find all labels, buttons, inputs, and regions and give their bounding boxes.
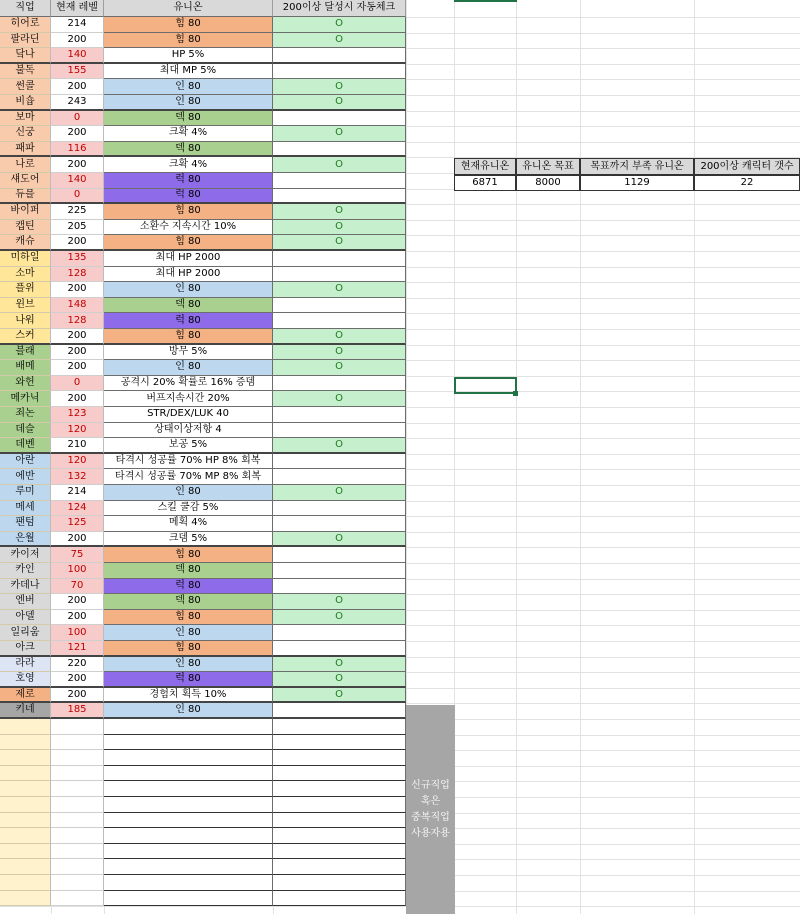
selected-cell[interactable] [454,377,517,394]
job-cell[interactable]: 카인 [0,563,51,579]
check-cell[interactable]: O [273,220,406,236]
check-cell[interactable] [273,298,406,314]
gridline-vertical [580,0,581,914]
gridline-vertical [516,0,517,914]
job-cell[interactable]: 팬텀 [0,516,51,532]
job-cell[interactable]: 섀도어 [0,173,51,189]
union-cell[interactable]: 힘 80 [104,641,273,657]
job-cell[interactable]: 루미 [0,485,51,501]
level-cell[interactable]: 200 [51,33,104,49]
empty-check-cell[interactable] [273,875,406,891]
union-cell[interactable]: 인 80 [104,79,273,95]
check-cell[interactable] [273,547,406,563]
job-cell[interactable]: 죄논 [0,407,51,423]
empty-check-cell[interactable] [273,766,406,782]
level-cell[interactable]: 123 [51,407,104,423]
level-cell[interactable]: 200 [51,126,104,142]
summary-value[interactable]: 6871 [454,175,516,191]
empty-job-cell[interactable] [0,875,51,891]
level-cell[interactable]: 214 [51,17,104,33]
union-cell[interactable]: STR/DEX/LUK 40 [104,407,273,423]
empty-check-cell[interactable] [273,735,406,751]
check-cell[interactable]: O [273,360,406,376]
check-cell[interactable]: O [273,95,406,111]
level-cell[interactable]: 116 [51,142,104,158]
check-cell[interactable]: O [273,688,406,704]
level-cell[interactable]: 100 [51,625,104,641]
level-cell[interactable]: 200 [51,329,104,345]
empty-union-cell[interactable] [104,781,273,797]
empty-union-cell[interactable] [104,891,273,907]
new-job-note[interactable] [406,705,455,914]
check-cell[interactable] [273,516,406,532]
empty-check-cell[interactable] [273,828,406,844]
check-cell[interactable]: O [273,594,406,610]
job-cell[interactable]: 윈브 [0,298,51,314]
job-cell[interactable]: 카이저 [0,547,51,563]
summary-value[interactable]: 22 [694,175,800,191]
union-cell[interactable]: 크뎀 5% [104,532,273,548]
empty-level-cell[interactable] [51,859,104,875]
check-cell[interactable]: O [273,17,406,33]
union-cell[interactable]: 럭 80 [104,313,273,329]
empty-job-cell[interactable] [0,766,51,782]
job-cell[interactable]: 나로 [0,157,51,173]
check-cell[interactable] [273,579,406,595]
gridline-vertical [694,0,695,914]
check-cell[interactable]: O [273,79,406,95]
union-cell[interactable]: 공격시 20% 확률로 16% 증뎀 [104,376,273,392]
union-cell[interactable]: HP 5% [104,48,273,64]
empty-union-cell[interactable] [104,844,273,860]
empty-check-cell[interactable] [273,859,406,875]
level-cell[interactable]: 124 [51,501,104,517]
empty-level-cell[interactable] [51,735,104,751]
union-cell[interactable]: 상태이상저항 4 [104,423,273,439]
summary-header[interactable]: 현재유니온 [454,158,516,175]
empty-job-cell[interactable] [0,859,51,875]
union-cell[interactable]: 인 80 [104,485,273,501]
empty-level-cell[interactable] [51,828,104,844]
level-cell[interactable]: 100 [51,563,104,579]
empty-job-cell[interactable] [0,719,51,735]
check-cell[interactable] [273,48,406,64]
header-job[interactable]: 직업 [0,0,51,17]
union-cell[interactable]: 크확 4% [104,126,273,142]
job-cell[interactable]: 소마 [0,267,51,283]
union-cell[interactable]: 최대 MP 5% [104,64,273,80]
header-level[interactable]: 현재 레벨 [51,0,104,17]
check-cell[interactable] [273,267,406,283]
level-cell[interactable]: 200 [51,594,104,610]
check-cell[interactable] [273,142,406,158]
check-cell[interactable] [273,313,406,329]
job-cell[interactable]: 메세 [0,501,51,517]
union-cell[interactable]: 힘 80 [104,33,273,49]
job-cell[interactable]: 아란 [0,454,51,470]
job-cell[interactable]: 엔버 [0,594,51,610]
level-cell[interactable]: 120 [51,423,104,439]
level-cell[interactable]: 125 [51,516,104,532]
union-cell[interactable]: 인 80 [104,625,273,641]
job-cell[interactable]: 신궁 [0,126,51,142]
job-cell[interactable]: 캡틴 [0,220,51,236]
check-cell[interactable] [273,407,406,423]
summary-value[interactable]: 1129 [580,175,694,191]
summary-value[interactable]: 8000 [516,175,580,191]
empty-union-cell[interactable] [104,750,273,766]
fill-handle[interactable] [513,391,518,396]
job-cell[interactable]: 히어로 [0,17,51,33]
union-cell[interactable]: 럭 80 [104,672,273,688]
level-cell[interactable]: 214 [51,485,104,501]
job-cell[interactable]: 패파 [0,142,51,158]
check-cell[interactable] [273,251,406,267]
union-cell[interactable]: 최대 HP 2000 [104,267,273,283]
empty-level-cell[interactable] [51,813,104,829]
level-cell[interactable]: 200 [51,345,104,361]
empty-union-cell[interactable] [104,828,273,844]
union-cell[interactable]: 럭 80 [104,173,273,189]
empty-check-cell[interactable] [273,844,406,860]
empty-union-cell[interactable] [104,797,273,813]
header-union[interactable]: 유니온 [104,0,273,17]
level-cell[interactable]: 210 [51,438,104,454]
check-cell[interactable] [273,501,406,517]
union-cell[interactable]: 럭 80 [104,579,273,595]
job-cell[interactable]: 에반 [0,469,51,485]
empty-check-cell[interactable] [273,781,406,797]
empty-level-cell[interactable] [51,719,104,735]
job-cell[interactable]: 키네 [0,703,51,719]
level-cell[interactable]: 200 [51,79,104,95]
check-cell[interactable] [273,625,406,641]
level-cell[interactable]: 140 [51,173,104,189]
empty-union-cell[interactable] [104,813,273,829]
union-cell[interactable]: 소환수 지속시간 10% [104,220,273,236]
level-cell[interactable]: 0 [51,376,104,392]
job-cell[interactable]: 바이퍼 [0,204,51,220]
job-cell[interactable]: 닼나 [0,48,51,64]
check-cell[interactable]: O [273,126,406,142]
job-cell[interactable]: 플위 [0,282,51,298]
union-cell[interactable]: 힘 80 [104,329,273,345]
check-cell[interactable]: O [273,282,406,298]
check-cell[interactable]: O [273,485,406,501]
union-cell[interactable]: 인 80 [104,657,273,673]
level-cell[interactable]: 121 [51,641,104,657]
level-cell[interactable]: 155 [51,64,104,80]
union-cell[interactable]: 덱 80 [104,111,273,127]
job-cell[interactable]: 데벤 [0,438,51,454]
job-cell[interactable]: 듀블 [0,189,51,205]
level-cell[interactable]: 128 [51,267,104,283]
union-cell[interactable]: 최대 HP 2000 [104,251,273,267]
check-cell[interactable] [273,423,406,439]
union-cell[interactable]: 덱 80 [104,298,273,314]
union-cell[interactable]: 힘 80 [104,547,273,563]
empty-union-cell[interactable] [104,766,273,782]
check-cell[interactable] [273,469,406,485]
job-cell[interactable]: 제로 [0,688,51,704]
job-cell[interactable]: 보마 [0,111,51,127]
job-cell[interactable]: 호영 [0,672,51,688]
check-cell[interactable]: O [273,157,406,173]
union-cell[interactable]: 방무 5% [104,345,273,361]
selection-indicator-top [454,0,517,2]
job-cell[interactable]: 데슬 [0,423,51,439]
check-cell[interactable] [273,173,406,189]
level-cell[interactable]: 200 [51,157,104,173]
level-cell[interactable]: 120 [51,454,104,470]
level-cell[interactable]: 205 [51,220,104,236]
union-cell[interactable]: 인 80 [104,360,273,376]
summary-header[interactable]: 목표까지 부족 유니온 [580,158,694,175]
check-cell[interactable] [273,703,406,719]
union-cell[interactable]: 메획 4% [104,516,273,532]
level-cell[interactable]: 75 [51,547,104,563]
job-cell[interactable]: 라라 [0,657,51,673]
job-cell[interactable]: 나워 [0,313,51,329]
union-cell[interactable]: 힘 80 [104,17,273,33]
level-cell[interactable]: 135 [51,251,104,267]
check-cell[interactable]: O [273,204,406,220]
job-cell[interactable]: 캐슈 [0,235,51,251]
check-cell[interactable] [273,454,406,470]
empty-job-cell[interactable] [0,813,51,829]
level-cell[interactable]: 185 [51,703,104,719]
level-cell[interactable]: 128 [51,313,104,329]
empty-union-cell[interactable] [104,735,273,751]
union-cell[interactable]: 크확 4% [104,157,273,173]
union-cell[interactable]: 타격시 성공률 70% MP 8% 회복 [104,469,273,485]
union-cell[interactable]: 덱 80 [104,563,273,579]
check-cell[interactable] [273,111,406,127]
empty-union-cell[interactable] [104,859,273,875]
level-cell[interactable]: 0 [51,111,104,127]
union-cell[interactable]: 덱 80 [104,594,273,610]
summary-header[interactable]: 200이상 캐릭터 갯수 [694,158,800,175]
level-cell[interactable]: 200 [51,360,104,376]
note-line: 사용자용 [411,827,450,839]
empty-level-cell[interactable] [51,875,104,891]
check-cell[interactable]: O [273,329,406,345]
check-cell[interactable] [273,563,406,579]
union-cell[interactable]: 힘 80 [104,204,273,220]
level-cell[interactable]: 200 [51,391,104,407]
empty-check-cell[interactable] [273,750,406,766]
union-cell[interactable]: 럭 80 [104,189,273,205]
check-cell[interactable]: O [273,672,406,688]
empty-level-cell[interactable] [51,797,104,813]
empty-level-cell[interactable] [51,844,104,860]
gridline-horizontal [0,906,800,907]
summary-header[interactable]: 유니온 목표 [516,158,580,175]
level-cell[interactable]: 0 [51,189,104,205]
empty-job-cell[interactable] [0,797,51,813]
empty-job-cell[interactable] [0,750,51,766]
union-cell[interactable]: 인 80 [104,95,273,111]
level-cell[interactable]: 200 [51,672,104,688]
job-cell[interactable]: 은월 [0,532,51,548]
union-cell[interactable]: 경험치 획득 10% [104,688,273,704]
check-cell[interactable]: O [273,345,406,361]
check-cell[interactable] [273,376,406,392]
job-cell[interactable]: 아크 [0,641,51,657]
job-cell[interactable]: 메카닉 [0,391,51,407]
empty-union-cell[interactable] [104,719,273,735]
job-cell[interactable]: 미하일 [0,251,51,267]
empty-level-cell[interactable] [51,891,104,907]
empty-job-cell[interactable] [0,891,51,907]
level-cell[interactable]: 70 [51,579,104,595]
union-cell[interactable]: 덱 80 [104,142,273,158]
check-cell[interactable]: O [273,532,406,548]
empty-check-cell[interactable] [273,891,406,907]
check-cell[interactable]: O [273,391,406,407]
empty-level-cell[interactable] [51,766,104,782]
job-cell[interactable]: 와헌 [0,376,51,392]
empty-check-cell[interactable] [273,813,406,829]
job-cell[interactable]: 불독 [0,64,51,80]
check-cell[interactable]: O [273,235,406,251]
check-cell[interactable] [273,189,406,205]
union-cell[interactable]: 버프지속시간 20% [104,391,273,407]
job-cell[interactable]: 비숍 [0,95,51,111]
job-cell[interactable]: 아델 [0,610,51,626]
level-cell[interactable]: 200 [51,610,104,626]
note-line: 중복직업 [411,811,450,823]
note-line: 신규직업 [411,779,450,791]
empty-level-cell[interactable] [51,750,104,766]
check-cell[interactable] [273,641,406,657]
job-cell[interactable]: 카데나 [0,579,51,595]
job-cell[interactable]: 팔라딘 [0,33,51,49]
level-cell[interactable]: 200 [51,282,104,298]
empty-job-cell[interactable] [0,735,51,751]
level-cell[interactable]: 140 [51,48,104,64]
job-cell[interactable]: 썬콜 [0,79,51,95]
check-cell[interactable]: O [273,657,406,673]
job-cell[interactable]: 스커 [0,329,51,345]
level-cell[interactable]: 225 [51,204,104,220]
level-cell[interactable]: 200 [51,235,104,251]
empty-level-cell[interactable] [51,781,104,797]
job-cell[interactable]: 블래 [0,345,51,361]
level-cell[interactable]: 148 [51,298,104,314]
union-cell[interactable]: 힘 80 [104,235,273,251]
job-cell[interactable]: 배메 [0,360,51,376]
level-cell[interactable]: 220 [51,657,104,673]
union-cell[interactable]: 인 80 [104,703,273,719]
level-cell[interactable]: 243 [51,95,104,111]
check-cell[interactable]: O [273,610,406,626]
job-cell[interactable]: 일리움 [0,625,51,641]
level-cell[interactable]: 132 [51,469,104,485]
check-cell[interactable]: O [273,438,406,454]
level-cell[interactable]: 200 [51,532,104,548]
union-cell[interactable]: 타격시 성공률 70% HP 8% 회복 [104,454,273,470]
level-cell[interactable]: 200 [51,688,104,704]
note-line: 혹은 [420,795,441,807]
empty-job-cell[interactable] [0,844,51,860]
union-cell[interactable]: 보공 5% [104,438,273,454]
empty-job-cell[interactable] [0,781,51,797]
union-cell[interactable]: 힘 80 [104,610,273,626]
empty-union-cell[interactable] [104,875,273,891]
check-cell[interactable] [273,64,406,80]
union-cell[interactable]: 인 80 [104,282,273,298]
header-check[interactable]: 200이상 달성시 자동체크 [273,0,406,17]
check-cell[interactable]: O [273,33,406,49]
empty-check-cell[interactable] [273,719,406,735]
empty-check-cell[interactable] [273,797,406,813]
union-cell[interactable]: 스킬 쿨감 5% [104,501,273,517]
empty-job-cell[interactable] [0,828,51,844]
